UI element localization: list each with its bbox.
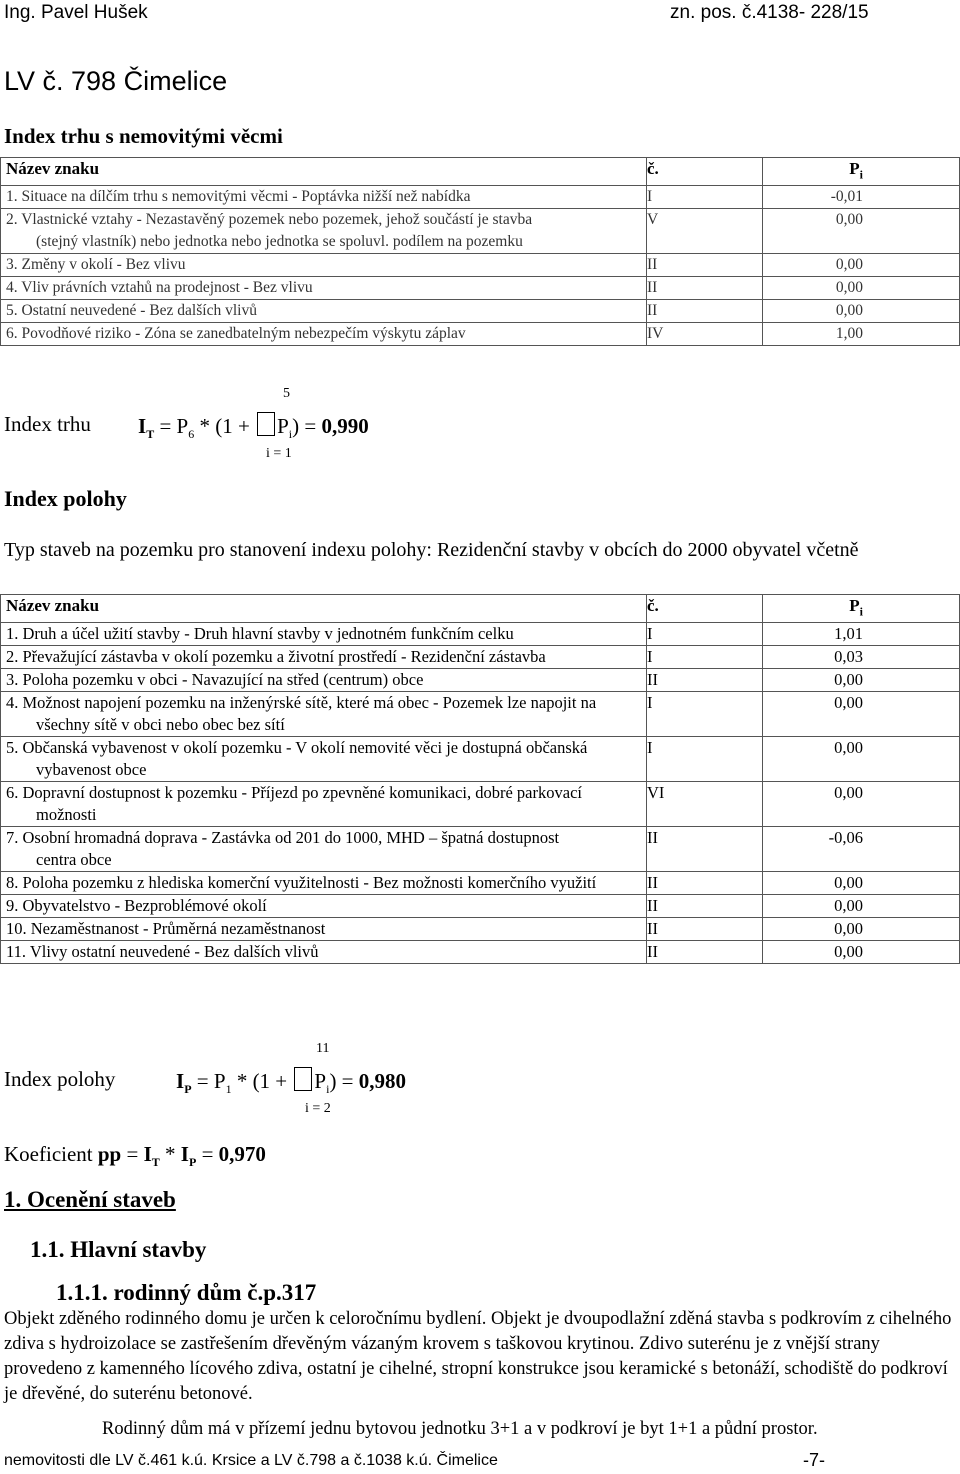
row-label: 6. Dopravní dostupnost k pozemku - Příjezd po zpevněné komunikaci, dobré parkovací možnosti [1,782,647,827]
row-number: II [647,918,763,941]
row-label: 3. Změny v okolí - Bez vlivu [1,254,647,277]
row-value: -0,06 [763,827,960,872]
row-value: 0,00 [763,737,960,782]
section-heading-1-1-1: 1.1.1. rodinný dům č.p.317 [56,1280,317,1305]
description-paragraph-2: Rodinný dům má v přízemí jednu bytovou jednotku 3+1 a v podkroví je byt 1+1 a půdní prostor. [102,1419,818,1439]
location-sum-upper: 11 [316,1041,330,1056]
table-header-row [1,595,960,623]
row-label: 7. Osobní hromadná doprava - Zastávka od 201 do 1000, MHD – špatná dostupnost centra obce [1,827,647,872]
header-author: Ing. Pavel Hušek [4,2,148,23]
row-number: V [647,209,763,254]
row-value: 1,01 [763,623,960,646]
row-value: 0,00 [763,669,960,692]
row-label: 9. Obyvatelstvo - Bezproblémové okolí [1,895,647,918]
market-index-label: Index trhu [4,412,91,436]
location-sum-lower: i = 2 [305,1101,331,1116]
page-title: LV č. 798 Čimelice [4,66,228,96]
row-value: 0,00 [763,277,960,300]
row-value: 0,00 [763,782,960,827]
table-row [1,782,960,827]
row-label: 3. Poloha pozemku v obci - Navazující na střed (centrum) obce [1,669,647,692]
column-pi-header: $P_i$ [763,158,960,186]
table-row [1,300,960,323]
table-row [1,186,960,209]
row-value: 0,00 [763,209,960,254]
row-label: 1. Situace na dílčím trhu s nemovitými věcmi - Poptávka nižší než nabídka [1,186,647,209]
row-label: 4. Vliv právních vztahů na prodejnost - Bez vlivu [1,277,647,300]
row-label: 8. Poloha pozemku z hlediska komerční využitelnosti - Bez možnosti komerčního využití [1,872,647,895]
row-value: 0,03 [763,646,960,669]
table-row [1,827,960,872]
section-heading-1: 1. Ocenění staveb [4,1187,176,1212]
row-number: II [647,872,763,895]
row-value: 1,00 [763,323,960,346]
row-number: II [647,895,763,918]
row-value: -0,01 [763,186,960,209]
market-index-formula: $I_T = P_6 * (1 + P_i) = 0,990$ [138,414,369,442]
row-number: VI [647,782,763,827]
table-row [1,737,960,782]
table-row [1,254,960,277]
row-number: II [647,254,763,277]
row-label: 5. Ostatní neuvedené - Bez dalších vlivů [1,300,647,323]
row-number: II [647,827,763,872]
row-value: 0,00 [763,692,960,737]
page-number: -7- [803,1450,825,1470]
table-row [1,623,960,646]
row-value: 0,00 [763,895,960,918]
row-number: IV [647,323,763,346]
row-value: 0,00 [763,872,960,895]
coefficient-formula: Koeficient pp = $I_T * I_P = 0,970$ [4,1142,266,1170]
location-index-formula: $I_P = P_1 * (1 + P_i) = 0,980$ [176,1069,407,1097]
row-label: 4. Možnost napojení pozemku na inženýrské sítě, které má obec - Pozemek lze napojit na všechny sítě v obci nebo obec bez sítí [1,692,647,737]
table-row [1,941,960,964]
row-value: 0,00 [763,300,960,323]
row-value: 0,00 [763,941,960,964]
row-number: II [647,300,763,323]
row-value: 0,00 [763,254,960,277]
column-number-header: č. [647,158,763,186]
row-number: I [647,623,763,646]
column-number-header: č. [647,595,763,623]
row-value: 0,00 [763,918,960,941]
section-heading-1-1: 1.1. Hlavní stavby [30,1237,207,1262]
market-sum-upper: 5 [283,386,290,401]
description-paragraph: Objekt zděného rodinného domu je určen k celoročnímu bydlení. Objekt je dvoupodlažní zděná stavba s podkrovím z cihelného zdiva s hydroizolace se zastřešením dřevěným vázaným krovem s taškovou krytinou. Zdivo suterénu je z vnější strany provedeno z kamenného lícového zdiva, ostatní je cihelné, stropní konstrukce jsou keramické s betonáží, schodiště do podkroví je dřevěné, do suterénu betonové. [4,1309,952,1404]
column-name-header: Název znaku [1,158,647,186]
column-name-header: Název znaku [1,595,647,623]
row-label: 10. Nezaměstnanost - Průměrná nezaměstnanost [1,918,647,941]
market-index-heading: Index trhu s nemovitými věcmi [4,124,283,148]
sum-symbol-icon [294,1067,312,1091]
row-number: II [647,277,763,300]
table-row [1,323,960,346]
location-index-table [0,594,960,964]
row-number: I [647,692,763,737]
row-label: 6. Povodňové riziko - Zóna se zanedbatelným nebezpečím výskytu záplav [1,323,647,346]
table-row [1,669,960,692]
row-label: 5. Občanská vybavenost v okolí pozemku - V okolí nemovité věci je dostupná občanská vybavenost obce [1,737,647,782]
table-header-row [1,158,960,186]
row-number: I [647,186,763,209]
row-number: I [647,737,763,782]
row-number: I [647,646,763,669]
row-number: II [647,941,763,964]
row-label: 2. Vlastnické vztahy - Nezastavěný pozemek nebo pozemek, jehož součástí je stavba (stejný vlastník) nebo jednotka nebo jednotka se spoluvl. podílem na pozemku [1,209,647,254]
location-index-heading: Index polohy [4,486,127,511]
table-row [1,872,960,895]
table-row [1,895,960,918]
footer-text: nemovitosti dle LV č.461 k.ú. Krsice a LV č.798 a č.1038 k.ú. Čimelice [4,1452,498,1469]
market-index-table [0,157,960,346]
row-label: 2. Převažující zástavba v okolí pozemku a životní prostředí - Rezidenční zástavba [1,646,647,669]
row-label: 1. Druh a účel užití stavby - Druh hlavní stavby v jednotném funkčním celku [1,623,647,646]
table-row [1,277,960,300]
table-row [1,692,960,737]
header-reference: zn. pos. č.4138- 228/15 [670,2,869,23]
location-index-label: Index polohy [4,1067,116,1091]
row-number: II [647,669,763,692]
column-pi-header: $P_i$ [763,595,960,623]
table-row [1,209,960,254]
table-row [1,918,960,941]
row-label: 11. Vlivy ostatní neuvedené - Bez dalších vlivů [1,941,647,964]
table-row [1,646,960,669]
market-sum-lower: i = 1 [266,446,292,461]
sum-symbol-icon [257,412,275,436]
building-type-text: Typ staveb na pozemku pro stanovení indexu polohy: Rezidenční stavby v obcích do 2000 obyvatel včetně [4,539,859,561]
